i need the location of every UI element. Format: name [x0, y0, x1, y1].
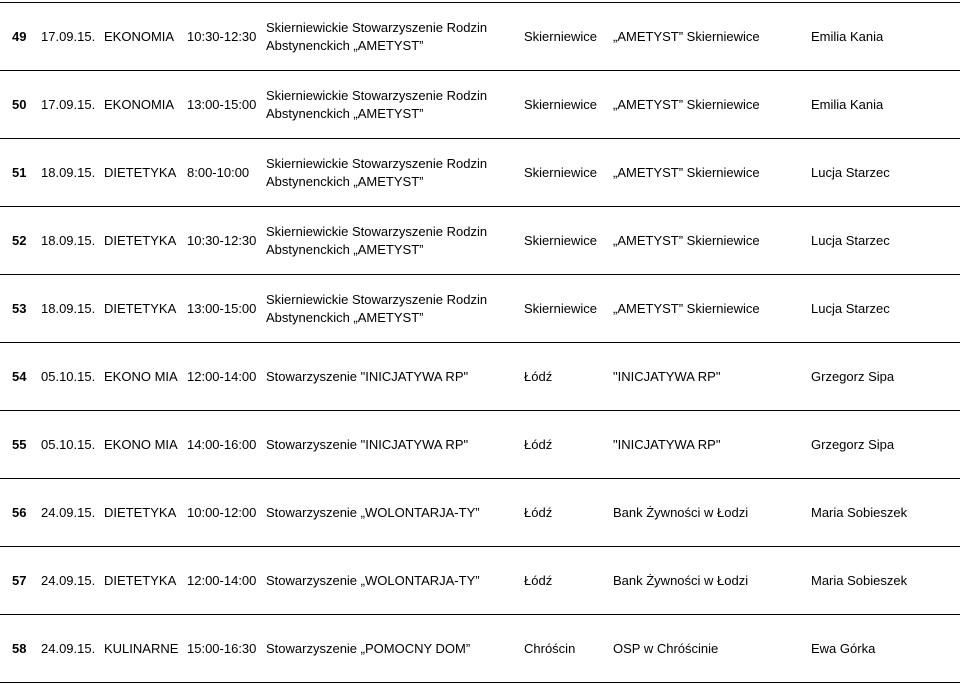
row-date: 24.09.15.	[41, 479, 104, 547]
row-city: Skierniewice	[524, 71, 613, 139]
row-organizer	[266, 139, 524, 207]
row-date: 18.09.15.	[41, 275, 104, 343]
organizer-line-2: Abstynenckich „AMETYST”	[266, 105, 424, 121]
row-time: 8:00-10:00	[187, 139, 266, 207]
organizer-line-2: Abstynenckich „AMETYST”	[266, 173, 424, 189]
row-city: Skierniewice	[524, 3, 613, 71]
organizer-line-1: Skierniewickie Stowarzyszenie Rodzin	[266, 223, 488, 239]
row-organizer	[266, 547, 524, 615]
row-city: Skierniewice	[524, 207, 613, 275]
row-trainer: Emilia Kania	[811, 3, 960, 71]
row-number: 49	[0, 3, 41, 71]
row-number: 50	[0, 71, 41, 139]
table-row	[0, 3, 960, 71]
row-date: 24.09.15.	[41, 615, 104, 683]
row-date: 17.09.15.	[41, 3, 104, 71]
organizer-line-2: Abstynenckich „AMETYST”	[266, 241, 424, 257]
organizer-line-1: Skierniewickie Stowarzyszenie Rodzin	[266, 87, 488, 103]
table-row	[0, 615, 960, 683]
row-trainer: Maria Sobieszek	[811, 479, 960, 547]
organizer-line-1: Stowarzyszenie "INICJATYWA RP"	[266, 436, 469, 452]
row-trainer: Grzegorz Sipa	[811, 343, 960, 411]
table-row	[0, 275, 960, 343]
row-module: DIETETYKA	[104, 479, 187, 547]
row-trainer: Lucja Starzec	[811, 275, 960, 343]
organizer-line-2: Abstynenckich „AMETYST”	[266, 37, 424, 53]
row-organizer	[266, 479, 524, 547]
row-place: Bank Żywności w Łodzi	[613, 547, 811, 615]
table-row	[0, 207, 960, 275]
row-time: 10:00-12:00	[187, 479, 266, 547]
row-module: DIETETYKA	[104, 547, 187, 615]
row-module: EKONOMIA	[104, 3, 187, 71]
row-place: Bank Żywności w Łodzi	[613, 479, 811, 547]
row-time: 14:00-16:00	[187, 411, 266, 479]
row-organizer	[266, 411, 524, 479]
organizer-line-2: Abstynenckich „AMETYST”	[266, 309, 424, 325]
table-row	[0, 411, 960, 479]
row-trainer: Ewa Górka	[811, 615, 960, 683]
row-date: 18.09.15.	[41, 139, 104, 207]
row-number: 52	[0, 207, 41, 275]
row-time: 12:00-14:00	[187, 547, 266, 615]
row-place: "INICJATYWA RP"	[613, 411, 811, 479]
table-row	[0, 547, 960, 615]
row-trainer: Emilia Kania	[811, 71, 960, 139]
row-city: Skierniewice	[524, 275, 613, 343]
row-number: 58	[0, 615, 41, 683]
row-time: 12:00-14:00	[187, 343, 266, 411]
organizer-line-1: Skierniewickie Stowarzyszenie Rodzin	[266, 155, 488, 171]
table-row	[0, 139, 960, 207]
row-number: 57	[0, 547, 41, 615]
row-module: DIETETYKA	[104, 275, 187, 343]
row-date: 05.10.15.	[41, 343, 104, 411]
row-module: EKONO MIA	[104, 411, 187, 479]
row-trainer: Grzegorz Sipa	[811, 411, 960, 479]
organizer-line-1: Stowarzyszenie "INICJATYWA RP"	[266, 368, 469, 384]
row-number: 51	[0, 139, 41, 207]
row-city: Łódź	[524, 411, 613, 479]
row-place: „AMETYST” Skierniewice	[613, 139, 811, 207]
row-module: EKONOMIA	[104, 71, 187, 139]
table-row	[0, 343, 960, 411]
row-time: 13:00-15:00	[187, 275, 266, 343]
row-time: 10:30-12:30	[187, 3, 266, 71]
row-place: „AMETYST” Skierniewice	[613, 71, 811, 139]
row-organizer	[266, 71, 524, 139]
row-place: „AMETYST” Skierniewice	[613, 207, 811, 275]
row-date: 05.10.15.	[41, 411, 104, 479]
organizer-line-1: Stowarzyszenie „POMOCNY DOM”	[266, 640, 471, 656]
row-module: DIETETYKA	[104, 207, 187, 275]
row-place: „AMETYST” Skierniewice	[613, 3, 811, 71]
row-place: OSP w Chróścinie	[613, 615, 811, 683]
organizer-line-1: Stowarzyszenie „WOLONTARJA-TY”	[266, 504, 480, 520]
row-place: „AMETYST” Skierniewice	[613, 275, 811, 343]
row-city: Łódź	[524, 343, 613, 411]
row-organizer	[266, 207, 524, 275]
row-organizer	[266, 615, 524, 683]
row-trainer: Lucja Starzec	[811, 207, 960, 275]
row-number: 55	[0, 411, 41, 479]
row-city: Łódź	[524, 479, 613, 547]
table-row	[0, 71, 960, 139]
row-number: 54	[0, 343, 41, 411]
row-date: 24.09.15.	[41, 547, 104, 615]
row-organizer	[266, 275, 524, 343]
row-city: Skierniewice	[524, 139, 613, 207]
schedule-body	[0, 3, 960, 683]
row-time: 10:30-12:30	[187, 207, 266, 275]
row-organizer	[266, 3, 524, 71]
table-row	[0, 479, 960, 547]
row-place: "INICJATYWA RP"	[613, 343, 811, 411]
row-time: 13:00-15:00	[187, 71, 266, 139]
row-city: Łódź	[524, 547, 613, 615]
row-module: EKONO MIA	[104, 343, 187, 411]
row-organizer	[266, 343, 524, 411]
row-time: 15:00-16:30	[187, 615, 266, 683]
organizer-line-1: Skierniewickie Stowarzyszenie Rodzin	[266, 19, 488, 35]
organizer-line-1: Skierniewickie Stowarzyszenie Rodzin	[266, 291, 488, 307]
row-module: DIETETYKA	[104, 139, 187, 207]
row-module: KULINARNE	[104, 615, 187, 683]
row-number: 56	[0, 479, 41, 547]
organizer-line-1: Stowarzyszenie „WOLONTARJA-TY”	[266, 572, 480, 588]
schedule-table	[0, 2, 960, 683]
row-date: 18.09.15.	[41, 207, 104, 275]
row-number: 53	[0, 275, 41, 343]
row-trainer: Lucja Starzec	[811, 139, 960, 207]
row-date: 17.09.15.	[41, 71, 104, 139]
row-city: Chróścin	[524, 615, 613, 683]
row-trainer: Maria Sobieszek	[811, 547, 960, 615]
